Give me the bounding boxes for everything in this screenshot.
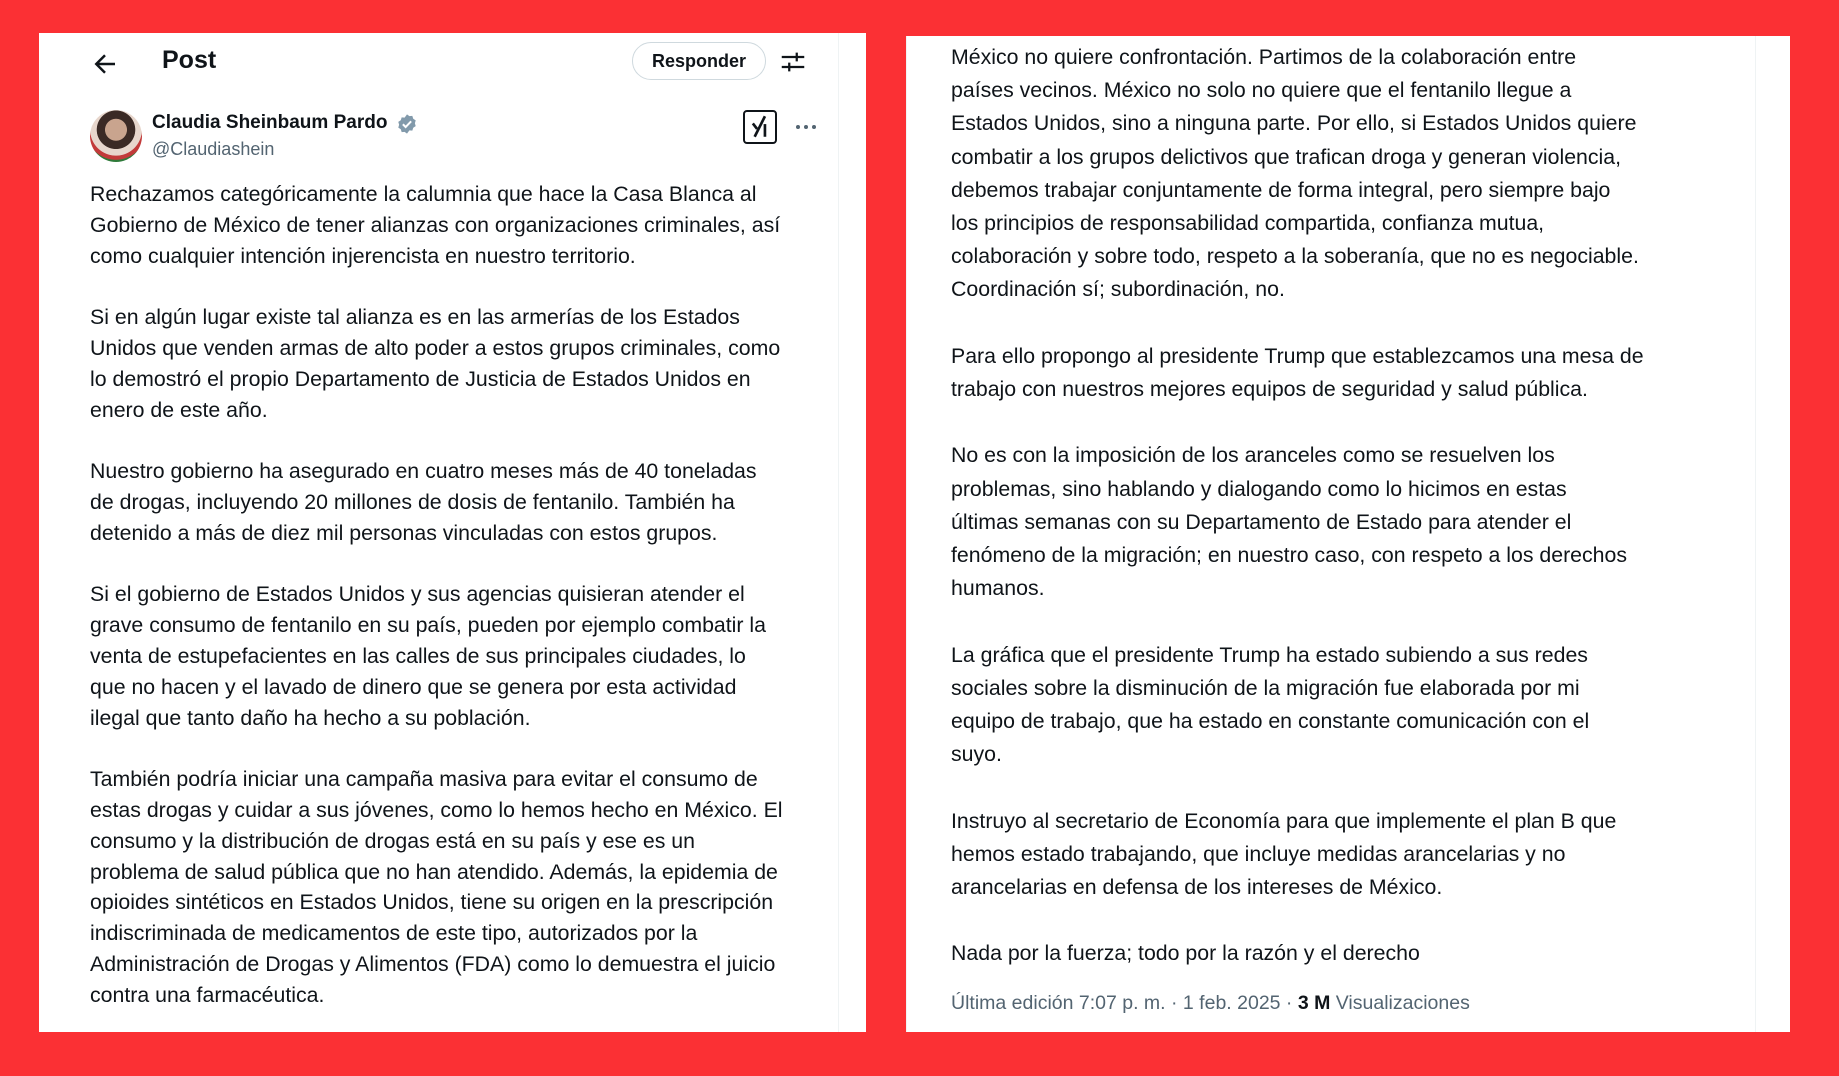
settings-button[interactable]: [778, 47, 808, 77]
grok-icon: [745, 112, 774, 141]
column-border: [906, 36, 907, 1032]
reply-button[interactable]: Responder: [632, 42, 766, 80]
grok-button[interactable]: [743, 110, 777, 144]
left-screenshot-panel: [39, 33, 866, 1032]
column-border: [1755, 36, 1756, 1032]
avatar[interactable]: [90, 110, 142, 162]
post-text-part-1: Rechazamos categóricamente la calumnia que hace la Casa Blanca al Gobierno de México de tener alianzas con organizaciones criminales, así como cualquier intención injerencista en nuestro territorio. Si en algún lugar existe tal alianza es en las armerías de los Estados Unidos que venden armas de alto poder a estos grupos criminales, como lo demostró el propio Departamento de Justicia de Estados Unidos en enero de este año. Nuestro gobierno ha asegurado en cuatro meses más de 40 toneladas de drogas, incluyendo 20 millones de dosis de fentanilo. También ha detenido a más de diez mil personas vinculadas con estos grupos. Si el gobierno de Estados Unidos y sus agencias quisieran atender el grave consumo de fentanilo en su país, pueden por ejemplo combatir la venta de estupefacientes en las calles de sus principales ciudades, lo que no hacen y el lavado de dinero que se genera por esta actividad ilegal que tanto daño ha hecho a su población. También podría iniciar una campaña masiva para evitar el consumo de estas drogas y cuidar a sus jóvenes, como lo hemos hecho en México. El consumo y la distribución de drogas está en su país y ese es un problema de salud pública que no han atendido. Además, la epidemia de opioides sintéticos en Estados Unidos, tiene su origen en la prescripción indiscriminada de medicamentos de este tipo, autorizados por la Administración de Drogas y Alimentos (FDA) como lo demuestra el juicio contra una farmacéutica.: [90, 182, 783, 1007]
views-count: 3 M: [1297, 992, 1331, 1014]
post-meta: [951, 992, 1470, 1015]
edit-timestamp[interactable]: Última edición 7:07 p. m. · 1 feb. 2025 ·: [951, 992, 1298, 1014]
views-label: Visualizaciones: [1330, 992, 1470, 1014]
post-header: [39, 33, 839, 93]
right-screenshot-panel: [906, 36, 1790, 1032]
post-text-part-2: México no quiere confrontación. Partimos de la colaboración entre países vecinos. México no solo no quiere que el fentanilo llegue a Estados Unidos, sino a ninguna parte. Por ello, si Estados Unidos quiere combatir a los grupos delictivos que trafican droga y generan violencia, debemos trabajar conjuntamente de forma integral, pero siempre bajo los principios de responsabilidad compartida, confianza mutua, colaboración y sobre todo, respeto a la soberanía, que no es negociable. Coordinación sí; subordinación, no. Para ello propongo al presidente Trump que establezcamos una mesa de trabajo con nuestros mejores equipos de seguridad y salud pública. No es con la imposición de los aranceles como se resuelven los problemas, sino hablando y dialogando como lo hicimos en estas últimas semanas con su Departamento de Estado para atender el fenómeno de la migración; en nuestro caso, con respeto a los derechos humanos. La gráfica que el presidente Trump ha estado subiendo a sus redes sociales sobre la disminución de la migración fue elaborada por mi equipo de trabajo, que ha estado en constante comunicación con el suyo. Instruyo al secretario de Economía para que implemente el plan B que hemos estado trabajando, que incluye medidas arancelarias y no arancelarias en defensa de los intereses de México. Nada por la fuerza; todo por la razón y el derecho: [951, 45, 1644, 966]
verified-badge-icon: [396, 113, 418, 135]
author-handle[interactable]: @Claudiashein: [152, 139, 275, 159]
more-button[interactable]: [792, 115, 820, 139]
back-button[interactable]: [90, 49, 120, 79]
more-icon: [792, 115, 820, 139]
author-name[interactable]: Claudia Sheinbaum Pardo: [152, 112, 388, 133]
settings-sliders-icon: [778, 47, 808, 77]
column-border: [838, 33, 839, 1032]
page-title: Post: [162, 46, 217, 74]
back-arrow-icon: [90, 49, 120, 79]
